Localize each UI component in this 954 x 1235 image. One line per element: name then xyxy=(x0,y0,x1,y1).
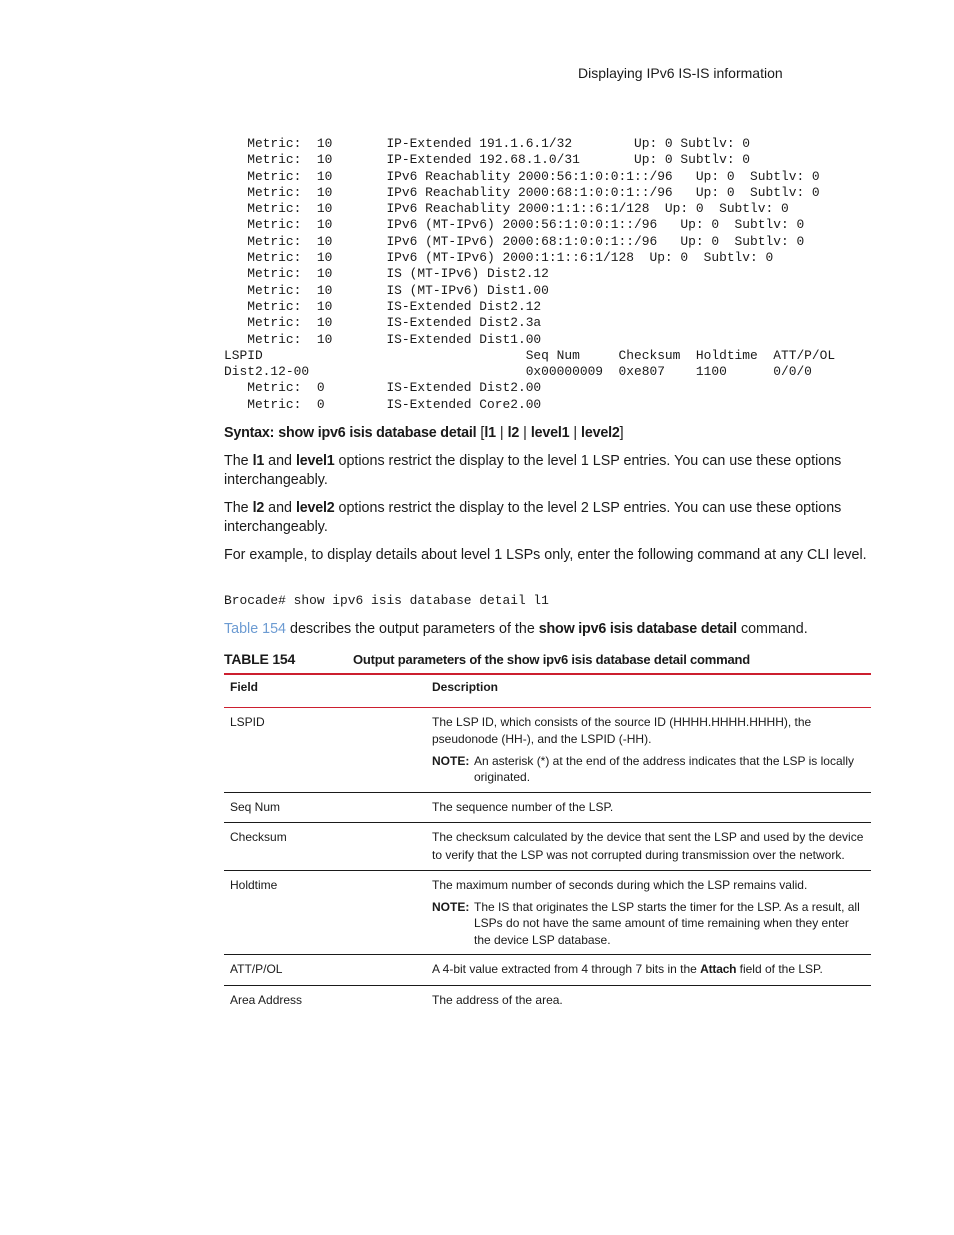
syntax-option-level1: level1 xyxy=(530,425,570,441)
syntax-option-l2: l2 xyxy=(507,425,520,441)
note-label: NOTE: xyxy=(432,753,470,768)
text: The xyxy=(224,500,253,516)
field-cell: Seq Num xyxy=(224,792,420,823)
note xyxy=(432,753,865,786)
table-row xyxy=(224,823,871,871)
text: Output parameters of the xyxy=(353,652,507,667)
syntax-option-level2: level2 xyxy=(581,425,620,441)
syntax-bracket: [ xyxy=(476,425,485,441)
syntax-command: show ipv6 isis database detail xyxy=(278,425,477,441)
text: field of the LSP. xyxy=(736,962,823,976)
table-row xyxy=(224,871,871,955)
running-header: Displaying IPv6 IS-IS information xyxy=(578,65,783,81)
description-cell: The sequence number of the LSP. xyxy=(420,792,871,823)
column-header-field: Field xyxy=(224,674,420,707)
text: command. xyxy=(736,621,808,637)
keyword: l2 xyxy=(252,500,265,516)
paragraph-l2-options xyxy=(224,499,869,537)
syntax-bracket: ] xyxy=(619,425,624,441)
note xyxy=(432,899,865,949)
code-line: Metric: 10 IP-Extended 192.68.1.0/31 Up: 0 Subtlv: 0 xyxy=(224,152,751,168)
example-command: Brocade# show ipv6 isis database detail l1 xyxy=(224,593,549,608)
code-line: Metric: 10 IPv6 Reachablity 2000:1:1::6:1/128 Up: 0 Subtlv: 0 xyxy=(224,201,789,217)
paragraph-example: For example, to display details about level 1 LSPs only, enter the following command at any CLI level. xyxy=(224,547,867,563)
code-line: Metric: 10 IP-Extended 191.1.6.1/32 Up: 0 Subtlv: 0 xyxy=(224,136,751,151)
code-line: LSPID Seq Num Checksum Holdtime ATT/P/OL xyxy=(224,347,836,363)
note-label: NOTE: xyxy=(432,899,470,914)
field-cell: Area Address xyxy=(230,992,303,1007)
text: describes the output parameters of the xyxy=(286,621,539,637)
syntax-separator: | xyxy=(569,425,582,441)
table-row xyxy=(224,707,871,792)
description-cell: The checksum calculated by the device that sent the LSP and used by the device to verify that the LSP was not corrupted during transmission over the network. xyxy=(420,823,871,871)
code-line: Metric: 10 IPv6 (MT-IPv6) 2000:1:1::6:1/128 Up: 0 Subtlv: 0 xyxy=(224,250,774,266)
description-cell: The address of the area. xyxy=(432,992,563,1007)
code-line: Metric: 10 IPv6 (MT-IPv6) 2000:56:1:0:0:1::/96 Up: 0 Subtlv: 0 xyxy=(224,217,805,233)
description-cell xyxy=(420,707,871,792)
code-line: Metric: 10 IPv6 Reachablity 2000:56:1:0:0:1::/96 Up: 0 Subtlv: 0 xyxy=(224,168,820,184)
field-cell: Holdtime xyxy=(224,871,420,955)
keyword: level2 xyxy=(295,500,335,516)
keyword: level1 xyxy=(295,453,335,469)
code-line: Dist2.12-00 0x00000009 0xe807 1100 0/0/0 xyxy=(224,364,812,380)
text: A 4-bit value extracted from 4 through 7 bits in the xyxy=(432,962,701,976)
syntax-label: Syntax: xyxy=(224,425,275,441)
table-row xyxy=(224,792,871,823)
text: options restrict the display to the level 1 LSP entries. You can use these options interchangeably. xyxy=(224,453,842,488)
table-header-row xyxy=(224,674,871,707)
text: command xyxy=(686,652,751,667)
syntax-separator: | xyxy=(495,425,508,441)
syntax-separator: | xyxy=(519,425,531,441)
description-text: The maximum number of seconds during which the LSP remains valid. xyxy=(432,878,808,892)
code-line: Metric: 10 IS-Extended Dist1.00 xyxy=(224,331,542,347)
text: and xyxy=(264,453,296,469)
code-line: Metric: 10 IPv6 Reachablity 2000:68:1:0:0:1::/96 Up: 0 Subtlv: 0 xyxy=(224,184,820,200)
table-row xyxy=(224,955,871,986)
syntax-option-l1: l1 xyxy=(484,425,496,441)
code-line: Metric: 10 IS-Extended Dist2.3a xyxy=(224,315,542,331)
field-cell: LSPID xyxy=(224,707,420,792)
code-line: Metric: 10 IPv6 (MT-IPv6) 2000:68:1:0:0:1::/96 Up: 0 Subtlv: 0 xyxy=(224,233,805,249)
command-output-block xyxy=(224,136,835,413)
field-cell: Checksum xyxy=(224,823,420,871)
note-text: The IS that originates the LSP starts the timer for the LSP. As a result, all LSPs do not have the same amount of time remaining when they enter the device LSP database. xyxy=(474,899,860,947)
command-name: show ipv6 isis database detail xyxy=(506,652,687,667)
note-text: An asterisk (*) at the end of the address indicates that the LSP is locally originated. xyxy=(474,753,854,784)
text: and xyxy=(264,500,296,516)
command-name: show ipv6 isis database detail xyxy=(538,621,737,637)
syntax-line xyxy=(224,424,869,443)
code-line: Metric: 10 IS-Extended Dist2.12 xyxy=(224,298,542,314)
column-header-description: Description xyxy=(420,674,871,707)
table-title xyxy=(353,652,750,667)
text: options restrict the display to the level 2 LSP entries. You can use these options interchangeably. xyxy=(224,500,842,535)
code-line: Metric: 0 IS-Extended Dist2.00 xyxy=(224,380,542,396)
description-cell xyxy=(420,871,871,955)
description-cell xyxy=(420,955,871,986)
keyword: Attach xyxy=(700,962,737,976)
table-row xyxy=(224,985,871,1015)
keyword: l1 xyxy=(252,453,265,469)
output-parameters-table xyxy=(224,673,871,1015)
text: The xyxy=(224,453,253,469)
table-154-link[interactable]: Table 154 xyxy=(224,621,287,637)
paragraph-table-reference xyxy=(224,620,869,639)
code-line: Metric: 0 IS-Extended Core2.00 xyxy=(224,396,542,412)
description-text: The LSP ID, which consists of the source ID (HHHH.HHHH.HHHH), the pseudonode (HH-), and the LSPID (-HH). xyxy=(432,714,812,746)
paragraph-l1-options xyxy=(224,452,869,490)
table-number: TABLE 154 xyxy=(224,651,296,667)
code-line: Metric: 10 IS (MT-IPv6) Dist2.12 xyxy=(224,266,549,282)
field-cell: ATT/P/OL xyxy=(224,955,420,986)
code-line: Metric: 10 IS (MT-IPv6) Dist1.00 xyxy=(224,282,549,298)
